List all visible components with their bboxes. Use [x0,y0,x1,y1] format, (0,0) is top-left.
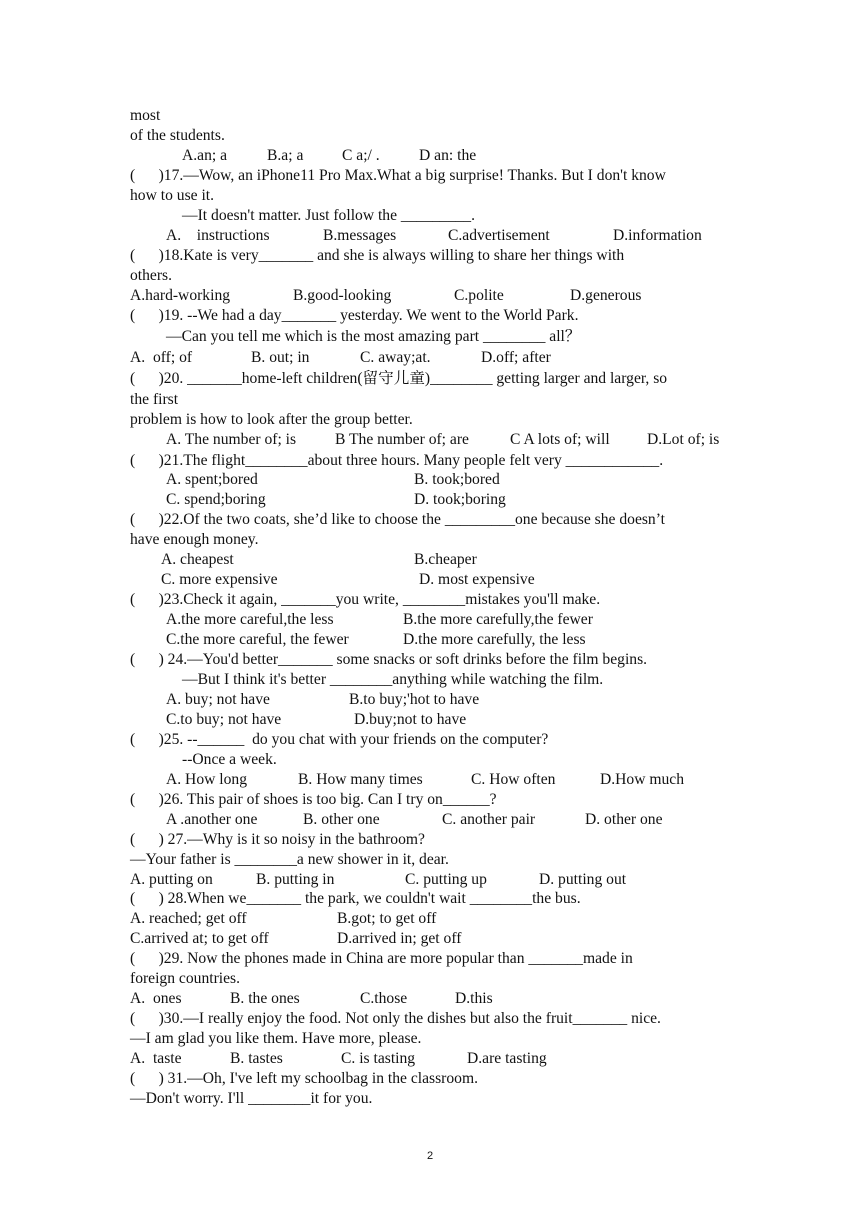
option-text: A.an; a [182,147,228,164]
option-text: B.good-looking [293,287,392,304]
option-text: B. tastes [230,1050,283,1067]
text-line [130,989,840,1009]
text-line [130,909,840,929]
line-text: —But I think it's better ________anything while watching the film. [182,671,604,688]
option-text: B.cheaper [414,551,477,568]
option-text: D. most expensive [419,571,535,588]
text-line [166,490,840,510]
text-line [166,610,840,630]
text-line [130,1009,840,1029]
line-text: ( )30.—I really enjoy the food. Not only the dishes but also the fruit_______ nice. [130,1010,661,1027]
line-text: ( )20. _______home-left children(留守儿童)________ getting larger and larger, so [130,370,668,387]
line-text: the first [130,391,179,408]
option-text: D.the more carefully, the less [403,631,586,648]
text-line [130,530,840,550]
option-text: B. other one [303,811,380,828]
option-text: A. putting on [130,871,213,888]
option-text: D.buy;not to have [354,711,467,728]
text-line [130,246,840,266]
text-line [130,850,840,870]
text-line [182,206,840,226]
text-line [130,929,840,949]
option-text: D. other one [585,811,663,828]
text-line [130,266,840,286]
text-line [166,327,840,347]
line-text: ( )23.Check it again, _______you write, ________mistakes you'll make. [130,591,601,608]
text-line [166,710,840,730]
text-line [130,1029,840,1049]
option-text: A.the more careful,the less [166,611,334,628]
option-text: D.generous [570,287,642,304]
option-text: D.How much [600,771,685,788]
option-text: A. How long [166,771,247,788]
option-text: D. putting out [539,871,627,888]
line-text: others. [130,267,173,284]
option-text: D.Lot of; is [647,431,720,448]
line-text: —Don't worry. I'll ________it for you. [130,1090,373,1107]
text-line [130,1089,840,1109]
text-line [130,410,840,430]
option-text: C A lots of; will [510,431,610,448]
line-text: have enough money. [130,531,259,548]
line-text: ( ) 24.—You'd better_______ some snacks or soft drinks before the film begins. [130,651,648,668]
line-text: ( ) 27.—Why is it so noisy in the bathroom? [130,831,425,848]
text-line [130,949,840,969]
text-line [182,750,840,770]
option-text: D.information [613,227,702,244]
option-text: B. How many times [298,771,423,788]
line-text: —Can you tell me which is the most amazing part ________ all？ [166,328,581,345]
option-text: B. took;bored [414,471,500,488]
text-line [130,369,840,389]
line-text: ( )18.Kate is very_______ and she is always willing to share her things with [130,247,625,264]
text-line [130,348,840,368]
text-line [130,1049,840,1069]
line-text: ( ) 31.—Oh, I've left my schoolbag in the classroom. [130,1070,478,1087]
option-text: C.to buy; not have [166,711,282,728]
option-text: A. ones [130,990,182,1007]
line-text: —I am glad you like them. Have more, please. [130,1030,422,1047]
text-line [130,451,840,471]
text-line [130,186,840,206]
text-line [130,830,840,850]
text-line [166,630,840,650]
line-text: foreign countries. [130,970,240,987]
line-text: ( )25. --______ do you chat with your friends on the computer? [130,731,549,748]
option-text: A. cheapest [161,551,234,568]
option-text: B The number of; are [335,431,469,448]
option-text: C. more expensive [161,571,278,588]
option-text: D.this [455,990,493,1007]
option-text: C.those [360,990,408,1007]
option-text: C. spend;boring [166,491,266,508]
line-text: ( )17.—Wow, an iPhone11 Pro Max.What a big surprise! Thanks. But I don't know [130,167,666,184]
option-text: C.advertisement [448,227,550,244]
text-line [166,470,840,490]
text-line [130,730,840,750]
line-text: ( )29. Now the phones made in China are more popular than _______made in [130,950,633,967]
option-text: A. instructions [166,227,270,244]
option-text: B. out; in [251,349,310,366]
option-text: B.the more carefully,the fewer [403,611,593,628]
line-text: ( )22.Of the two coats, she’d like to choose the _________one because she doesn’t [130,511,665,528]
text-line [166,226,840,246]
text-line [130,306,840,326]
text-line [130,870,840,890]
text-line [182,146,840,166]
option-text: C.arrived at; to get off [130,930,269,947]
option-text: C. is tasting [341,1050,416,1067]
line-text: most [130,107,161,124]
line-text: —Your father is ________a new shower in it, dear. [130,851,449,868]
line-text: --Once a week. [182,751,277,768]
line-text: —It doesn't matter. Just follow the _________. [182,207,475,224]
option-text: A. The number of; is [166,431,297,448]
line-text: ( )26. This pair of shoes is too big. Can I try on______? [130,791,497,808]
text-line [130,650,840,670]
page-number: 2 [426,1150,434,1162]
text-line [130,126,840,146]
option-text: C. putting up [405,871,487,888]
option-text: A. taste [130,1050,182,1067]
text-line [166,430,840,450]
text-line [166,690,840,710]
option-text: A. spent;bored [166,471,258,488]
option-text: C a;/ . [342,147,380,164]
text-line [130,889,840,909]
line-text: how to use it. [130,187,215,204]
option-text: D.arrived in; get off [337,930,462,947]
text-line [130,1069,840,1089]
option-text: D.off; after [481,349,551,366]
option-text: C. another pair [442,811,536,828]
option-text: B.got; to get off [337,910,437,927]
text-line [130,286,840,306]
option-text: A.hard-working [130,287,231,304]
text-line [130,590,840,610]
line-text: ( )21.The flight________about three hours. Many people felt very ____________. [130,452,664,469]
line-text: ( ) 28.When we_______ the park, we couldn't wait ________the bus. [130,890,581,907]
option-text: A. reached; get off [130,910,247,927]
option-text: B.a; a [267,147,304,164]
text-line [161,550,840,570]
text-line [130,390,840,410]
option-text: B. putting in [256,871,335,888]
option-text: C.the more careful, the fewer [166,631,349,648]
text-line [130,106,840,126]
option-text: C. How often [471,771,556,788]
text-line [161,570,840,590]
text-line [130,166,840,186]
line-text: of the students. [130,127,225,144]
option-text: D.are tasting [467,1050,547,1067]
option-text: B. the ones [230,990,300,1007]
text-line [166,770,840,790]
option-text: A .another one [166,811,258,828]
option-text: C. away;at. [360,349,431,366]
text-line [182,670,840,690]
text-line [130,510,840,530]
line-text: problem is how to look after the group better. [130,411,413,428]
option-text: B.messages [323,227,397,244]
text-line [130,790,840,810]
option-text: D an: the [419,147,477,164]
option-text: D. took;boring [414,491,506,508]
line-text: ( )19. --We had a day_______ yesterday. We went to the World Park. [130,307,579,324]
option-text: A. off; of [130,349,193,366]
option-text: A. buy; not have [166,691,270,708]
text-line [130,969,840,989]
text-line [166,810,840,830]
option-text: B.to buy;'hot to have [349,691,480,708]
option-text: C.polite [454,287,504,304]
